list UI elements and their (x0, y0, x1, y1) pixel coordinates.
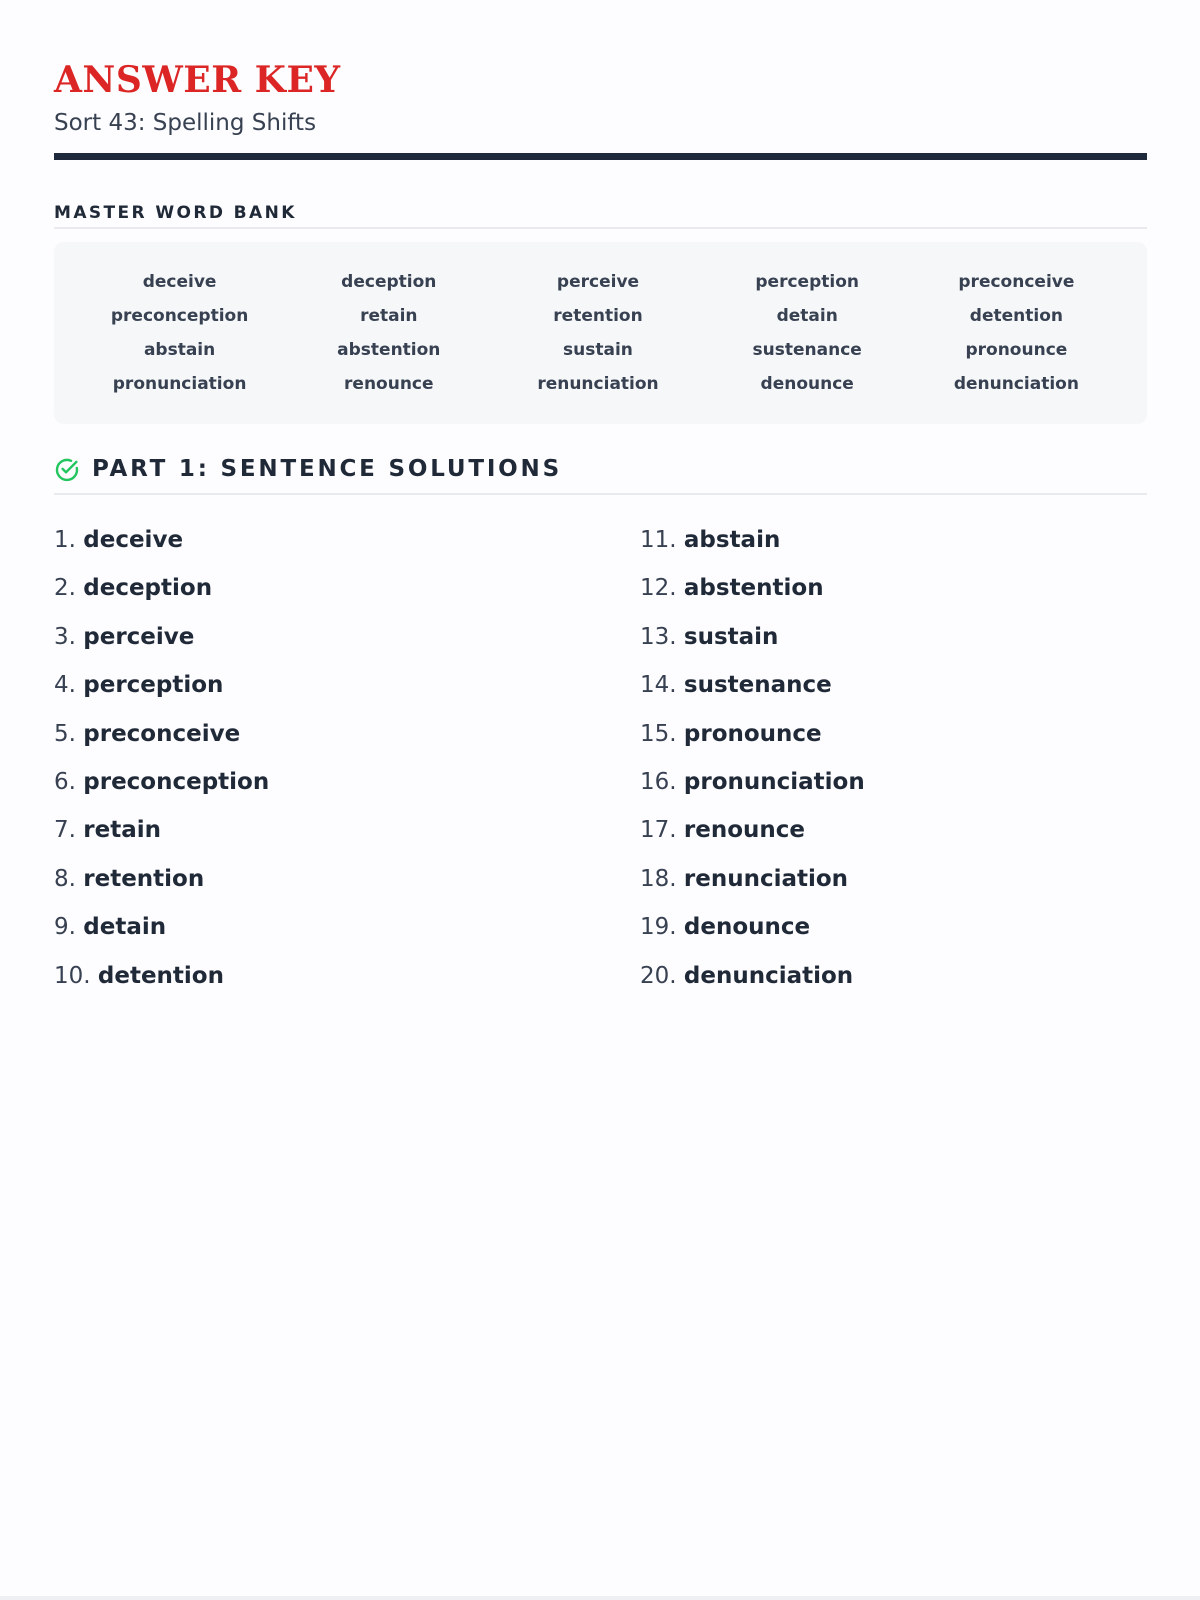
answer-number: 7. (54, 817, 76, 844)
answer-number: 13. (640, 623, 677, 650)
word-bank-item: renounce (344, 374, 434, 394)
answer-number: 3. (54, 623, 76, 650)
word-bank-item: perceive (556, 272, 640, 292)
answer-word: detain (83, 914, 167, 941)
answer-word: preconception (83, 768, 270, 795)
word-bank-item: pronunciation (112, 374, 247, 394)
answer-word: renunciation (683, 865, 849, 892)
word-bank-heading: MASTER WORD BANK (54, 203, 297, 223)
answer-item (54, 812, 574, 860)
answer-item (640, 812, 1160, 860)
word-bank-item: pronounce (965, 340, 1068, 360)
answer-number: 16. (640, 768, 677, 795)
answer-item (640, 619, 1160, 667)
answer-number: 8. (54, 865, 76, 892)
part-1-title: PART 1: SENTENCE SOLUTIONS (92, 456, 562, 482)
answer-word: renounce (683, 817, 805, 844)
answers-column-left (54, 522, 574, 1006)
answer-number: 2. (54, 575, 76, 602)
answer-word: pronounce (683, 720, 822, 747)
word-bank-item: renunciation (537, 374, 659, 394)
word-bank-panel (54, 242, 1147, 424)
answer-number: 5. (54, 720, 76, 747)
word-bank-grid (75, 265, 1121, 401)
answer-word: perceive (83, 623, 195, 650)
word-bank-item: deceive (142, 272, 217, 292)
word-bank-item: abstain (143, 340, 216, 360)
word-bank-item: preconceive (958, 272, 1075, 292)
answer-word: sustain (683, 623, 779, 650)
answer-item (640, 909, 1160, 957)
word-bank-item: deception (341, 272, 437, 292)
answers-column-right (640, 522, 1160, 1006)
part-1-divider (54, 493, 1147, 495)
answer-item (640, 764, 1160, 812)
answer-word: perception (83, 672, 224, 699)
word-bank-divider (54, 227, 1147, 229)
answer-word: deception (83, 575, 213, 602)
answer-number: 9. (54, 914, 76, 941)
word-bank-item: retention (553, 306, 643, 326)
word-bank-item: detain (776, 306, 838, 326)
answer-item (54, 861, 574, 909)
page-title: ANSWER KEY (54, 59, 341, 101)
answer-item (640, 958, 1160, 1006)
answer-item (640, 716, 1160, 764)
header-divider (54, 153, 1147, 160)
word-bank-item: sustenance (752, 340, 862, 360)
page-bottom-edge (0, 1596, 1200, 1600)
word-bank-item: denounce (760, 374, 854, 394)
answer-word: denounce (683, 914, 811, 941)
answer-item (54, 716, 574, 764)
answer-item (54, 522, 574, 570)
check-circle-icon (54, 456, 80, 482)
answer-number: 11. (640, 527, 677, 553)
answer-item (54, 667, 574, 715)
answer-number: 4. (54, 672, 76, 699)
answer-word: abstention (683, 575, 824, 602)
answer-number: 20. (640, 962, 677, 989)
word-bank-item: abstention (337, 340, 441, 360)
answer-item (640, 861, 1160, 909)
word-bank-item: detention (969, 306, 1063, 326)
answer-item (54, 764, 574, 812)
answer-number: 15. (640, 720, 677, 747)
part-1-heading (54, 452, 562, 486)
answer-key-page (54, 0, 1147, 1596)
answer-word: sustenance (683, 672, 832, 699)
answer-word: retention (83, 865, 205, 892)
answer-number: 14. (640, 672, 677, 699)
answer-item (54, 570, 574, 618)
page-subtitle: Sort 43: Spelling Shifts (54, 110, 317, 136)
answer-word: preconceive (83, 720, 241, 747)
word-bank-item: preconception (110, 306, 249, 326)
answer-word: pronunciation (683, 768, 865, 795)
answer-item (640, 570, 1160, 618)
answer-number: 1. (54, 527, 76, 553)
answer-number: 17. (640, 817, 677, 844)
answer-number: 18. (640, 865, 677, 892)
answer-word: abstain (683, 527, 781, 553)
answer-number: 10. (54, 962, 91, 989)
answer-item (640, 667, 1160, 715)
answer-word: retain (83, 817, 161, 844)
answer-word: deceive (83, 527, 184, 553)
answer-word: detention (97, 962, 224, 989)
answer-number: 6. (54, 768, 76, 795)
answer-item (54, 958, 574, 1006)
answer-item (640, 522, 1160, 570)
answer-number: 12. (640, 575, 677, 602)
word-bank-item: retain (360, 306, 418, 326)
answer-word: denunciation (683, 962, 854, 989)
answer-item (54, 619, 574, 667)
word-bank-item: denunciation (953, 374, 1079, 394)
word-bank-item: perception (755, 272, 859, 292)
answer-item (54, 909, 574, 957)
answer-number: 19. (640, 914, 677, 941)
word-bank-item: sustain (563, 340, 633, 360)
